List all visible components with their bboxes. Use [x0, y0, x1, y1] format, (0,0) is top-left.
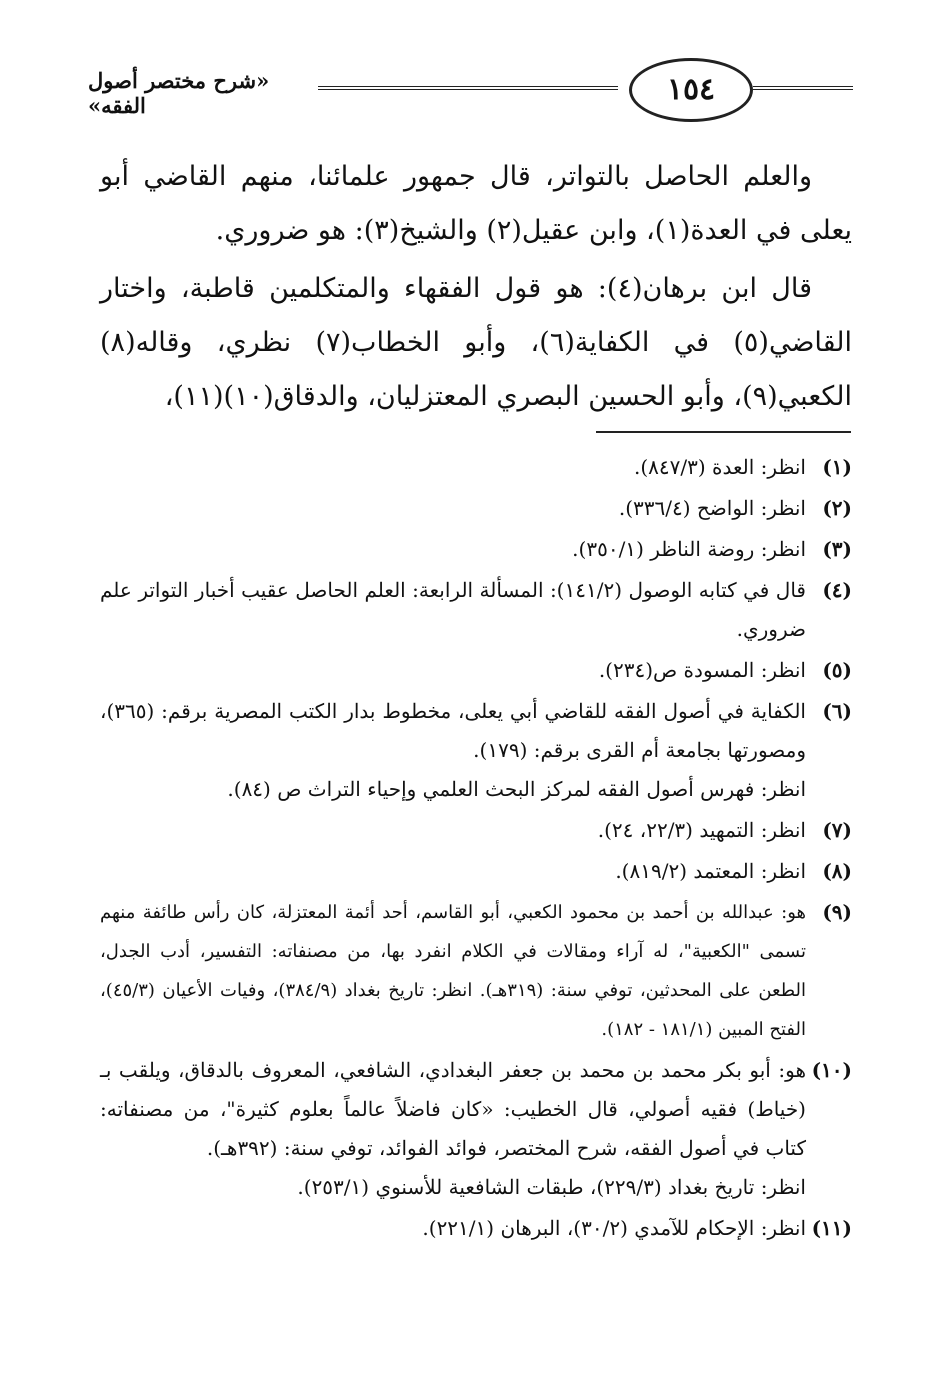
- footnote-number: (٩): [822, 900, 852, 924]
- running-title: «شرح مختصر أصول الفقه»: [88, 68, 270, 118]
- footnote-number: (٣): [822, 537, 852, 561]
- footnote-line: انظر: المسودة ص(٢٣٤).: [598, 658, 806, 682]
- footnote-text: [100, 448, 806, 487]
- footnote-number: (٢): [822, 496, 852, 520]
- footnote-text: [100, 489, 806, 528]
- footnote: [100, 448, 852, 487]
- footnotes: [100, 448, 852, 1250]
- main-text: [100, 150, 852, 424]
- header-rule-left: [318, 86, 618, 90]
- footnote-line: هو: أبو بكر محمد بن محمد بن جعفر البغدادي، الشافعي، المعروف بالدقاق، ويلقب بـ (خياط) فقيه أصولي، قال الخطيب: «كان فاضلاً عالماً بعلوم كثيرة"، من مصنفاته: كتاب في أصول الفقه، شرح المختصر، فوائد الفوائد، توفي سنة: (٣٩٢هـ).: [100, 1058, 806, 1160]
- footnote-line: انظر: التمهيد (٢٢/٣، ٢٤).: [597, 818, 806, 842]
- footnote-text: [100, 692, 806, 809]
- footnote-line: انظر: فهرس أصول الفقه لمركز البحث العلمي وإحياء التراث ص (٨٤).: [227, 777, 806, 801]
- paragraph: والعلم الحاصل بالتواتر، قال جمهور علمائنا، منهم القاضي أبو يعلى في العدة(١)، وابن عقيل(٢) والشيخ(٣): هو ضروري.: [100, 161, 852, 246]
- page-number: ١٥٤: [629, 58, 753, 122]
- footnote-line: انظر: الإحكام للآمدي (٣٠/٢)، البرهان (٢٢١/١).: [422, 1216, 806, 1240]
- footnote-line: انظر: العدة (٨٤٧/٣).: [634, 455, 806, 479]
- footnote: [100, 571, 852, 649]
- footnote: [100, 1209, 852, 1248]
- paragraph: قال ابن برهان(٤): هو قول الفقهاء والمتكلمين قاطبة، واختار القاضي(٥) في الكفاية(٦)، وأبو الخطاب(٧) نظري، وقاله(٨) الكعبي(٩)، وأبو الحسين البصري المعتزليان، والدقاق(١٠)(١١)،: [100, 273, 852, 412]
- footnote-number: (٥): [822, 658, 852, 682]
- page-header: [88, 58, 853, 124]
- footnote-number: (٦): [822, 699, 852, 723]
- footnote: [100, 651, 852, 690]
- footnote: [100, 692, 852, 809]
- footnote: [100, 811, 852, 850]
- footnote-number: (٨): [822, 859, 852, 883]
- footnote-text: [100, 651, 806, 690]
- footnote-line: الكفاية في أصول الفقه للقاضي أبي يعلى، مخطوط بدار الكتب المصرية برقم: (٣٦٥)، ومصورتها بجامعة أم القرى برقم: (١٧٩).: [100, 699, 806, 762]
- footnote: [100, 1051, 852, 1207]
- footnote-text: [100, 852, 806, 891]
- footnote-line: انظر: الواضح (٣٣٦/٤).: [618, 496, 806, 520]
- footnote-number: (١): [822, 455, 852, 479]
- footnote-text: [100, 893, 806, 1049]
- footnote-text: [100, 571, 806, 649]
- footnote-line: انظر: المعتمد (٨١٩/٢).: [615, 859, 806, 883]
- footnote: [100, 489, 852, 528]
- footnote-text: [100, 1051, 806, 1207]
- footnote-number: (٧): [822, 818, 852, 842]
- footnote-divider: [596, 431, 851, 433]
- footnote-text: [100, 530, 806, 569]
- footnote-text: [100, 1209, 806, 1248]
- header-rule-right: [753, 86, 853, 90]
- footnote: [100, 530, 852, 569]
- footnote-number: (١١): [811, 1216, 852, 1240]
- footnote-line: قال في كتابه الوصول (١٤١/٢): المسألة الرابعة: العلم الحاصل عقيب أخبار التواتر علم ضروري.: [100, 578, 806, 641]
- footnote-number: (١٠): [811, 1058, 852, 1082]
- footnote: [100, 852, 852, 891]
- footnote-text: [100, 811, 806, 850]
- footnote-line: انظر: روضة الناظر (٣٥٠/١).: [572, 537, 806, 561]
- footnote: [100, 893, 852, 1049]
- footnote-line: انظر: تاريخ بغداد (٢٢٩/٣)، طبقات الشافعية للأسنوي (٢٥٣/١).: [297, 1175, 806, 1199]
- footnote-number: (٤): [822, 578, 852, 602]
- footnote-line: هو: عبدالله بن أحمد بن محمود الكعبي، أبو القاسم، أحد أئمة المعتزلة، كان رأس طائفة منهم تسمى "الكعبية"، له آراء ومقالات في الكلام انفرد بها، من مصنفاته: التفسير، أدب الجدل، الطعن على المحدثين، توفي سنة: (٣١٩هـ). انظر: تاريخ بغداد (٣٨٤/٩)، وفيات الأعيان (٤٥/٣)، الفتح المبين (١٨١/١ - ١٨٢).: [100, 902, 806, 1040]
